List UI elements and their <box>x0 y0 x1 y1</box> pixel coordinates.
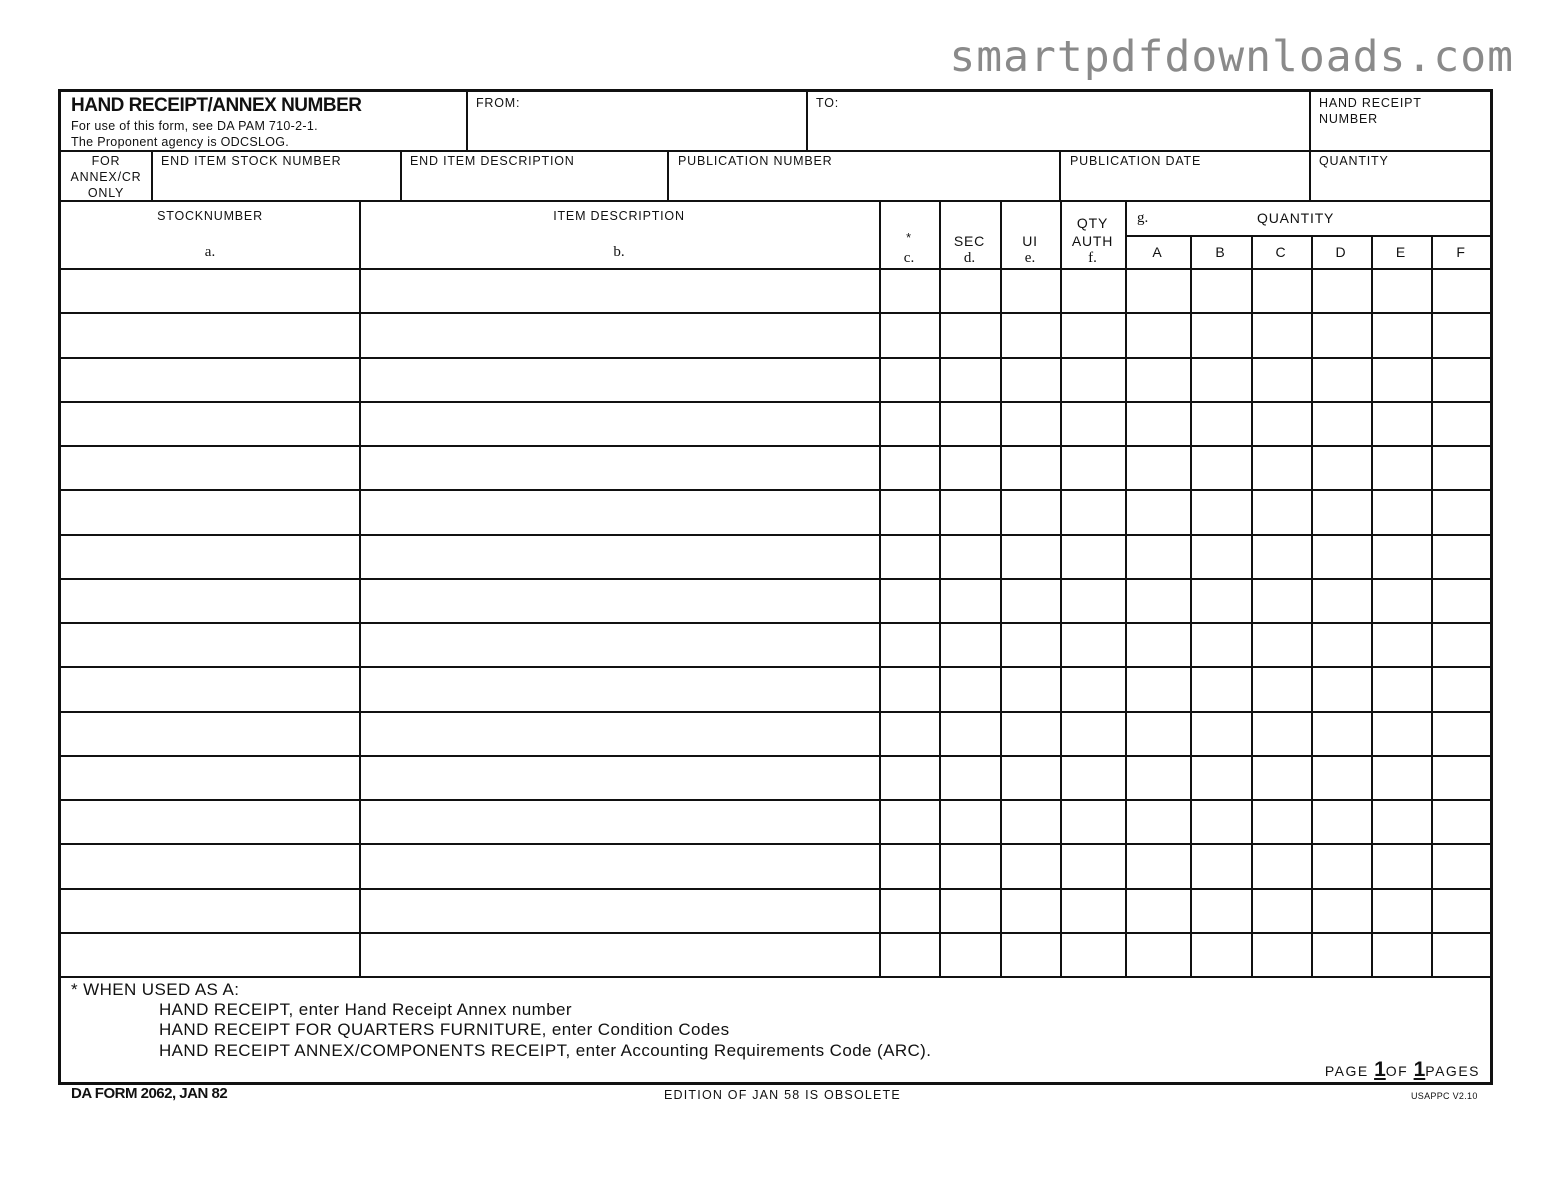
cell-qty-e[interactable] <box>1373 314 1430 355</box>
cell-qty-f[interactable] <box>1433 447 1490 488</box>
cell-qty-e[interactable] <box>1373 757 1430 798</box>
cell-qty-a[interactable] <box>1127 801 1189 842</box>
cell-qty-f[interactable] <box>1433 801 1490 842</box>
for-annex-label-line2: ANNEX/CR <box>70 170 142 184</box>
edition-note: EDITION OF JAN 58 IS OBSOLETE <box>664 1088 901 1102</box>
notes-annex-components: HAND RECEIPT ANNEX/COMPONENTS RECEIPT, enter Accounting Requirements Code (ARC). <box>159 1041 932 1060</box>
cell-item-description[interactable] <box>361 447 878 488</box>
cell-qty-e[interactable] <box>1373 845 1430 886</box>
cell-qty-d[interactable] <box>1313 491 1370 532</box>
cell-star[interactable] <box>881 403 938 444</box>
cell-item-description[interactable] <box>361 668 878 709</box>
cell-ui[interactable] <box>1002 403 1059 444</box>
cell-ui[interactable] <box>1002 491 1059 532</box>
end-item-description-field[interactable] <box>402 150 667 200</box>
col-item-description-letter: b. <box>613 244 625 260</box>
cell-stock-number[interactable] <box>63 801 358 842</box>
cell-qty-a[interactable] <box>1127 890 1189 931</box>
cell-qty-b[interactable] <box>1192 536 1250 577</box>
cell-sec[interactable] <box>941 713 999 754</box>
cell-qty-d[interactable] <box>1313 403 1370 444</box>
cell-qty-auth[interactable] <box>1062 668 1124 709</box>
cell-qty-auth[interactable] <box>1062 624 1124 665</box>
cell-stock-number[interactable] <box>63 934 358 975</box>
cell-ui[interactable] <box>1002 757 1059 798</box>
cell-star[interactable] <box>881 270 938 311</box>
cell-item-description[interactable] <box>361 890 878 931</box>
page-label: PAGE <box>1324 1063 1369 1079</box>
cell-qty-d[interactable] <box>1313 447 1370 488</box>
to-field[interactable] <box>808 92 1308 150</box>
publication-number-label: PUBLICATION NUMBER <box>678 154 833 168</box>
cell-qty-auth[interactable] <box>1062 845 1124 886</box>
quantity-label: QUANTITY <box>1319 154 1389 168</box>
cell-star[interactable] <box>881 801 938 842</box>
cell-qty-d[interactable] <box>1313 668 1370 709</box>
cell-qty-e[interactable] <box>1373 536 1430 577</box>
cell-stock-number[interactable] <box>63 624 358 665</box>
col-quantity-letter: g. <box>1137 210 1149 226</box>
cell-qty-a[interactable] <box>1127 359 1189 400</box>
cell-qty-c[interactable] <box>1253 447 1310 488</box>
cell-qty-b[interactable] <box>1192 359 1250 400</box>
cell-star[interactable] <box>881 491 938 532</box>
cell-ui[interactable] <box>1002 580 1059 621</box>
cell-star[interactable] <box>881 536 938 577</box>
cell-ui[interactable] <box>1002 536 1059 577</box>
col-stock-number-letter: a. <box>204 244 216 260</box>
cell-qty-f[interactable] <box>1433 757 1490 798</box>
cell-qty-e[interactable] <box>1373 491 1430 532</box>
cell-stock-number[interactable] <box>63 713 358 754</box>
cell-qty-f[interactable] <box>1433 845 1490 886</box>
cell-star[interactable] <box>881 359 938 400</box>
cell-qty-c[interactable] <box>1253 668 1310 709</box>
cell-star[interactable] <box>881 668 938 709</box>
cell-star[interactable] <box>881 580 938 621</box>
cell-ui[interactable] <box>1002 934 1059 975</box>
cell-star[interactable] <box>881 890 938 931</box>
cell-qty-d[interactable] <box>1313 890 1370 931</box>
cell-ui[interactable] <box>1002 801 1059 842</box>
cell-qty-f[interactable] <box>1433 359 1490 400</box>
cell-qty-b[interactable] <box>1192 845 1250 886</box>
col-quantity-c: C <box>1275 244 1287 260</box>
cell-qty-auth[interactable] <box>1062 314 1124 355</box>
cell-qty-c[interactable] <box>1253 314 1310 355</box>
col-ui-letter: e. <box>1024 250 1036 266</box>
from-label: FROM: <box>476 96 521 110</box>
end-item-stock-number-label: END ITEM STOCK NUMBER <box>161 154 342 168</box>
hand-receipt-number-field[interactable] <box>1311 92 1491 150</box>
publication-number-field[interactable] <box>669 150 1059 200</box>
cell-qty-e[interactable] <box>1373 934 1430 975</box>
cell-qty-auth[interactable] <box>1062 801 1124 842</box>
cell-ui[interactable] <box>1002 713 1059 754</box>
for-annex-label-line3: ONLY <box>87 186 125 200</box>
cell-qty-d[interactable] <box>1313 713 1370 754</box>
cell-star[interactable] <box>881 314 938 355</box>
cell-qty-b[interactable] <box>1192 403 1250 444</box>
watermark-text: smartpdfdownloads.com <box>949 32 1514 82</box>
cell-item-description[interactable] <box>361 713 878 754</box>
cell-star[interactable] <box>881 757 938 798</box>
cell-stock-number[interactable] <box>63 890 358 931</box>
cell-ui[interactable] <box>1002 668 1059 709</box>
cell-stock-number[interactable] <box>63 403 358 444</box>
page-number: 1 <box>1374 1058 1386 1081</box>
end-item-stock-number-field[interactable] <box>153 150 400 200</box>
cell-qty-b[interactable] <box>1192 934 1250 975</box>
cell-qty-b[interactable] <box>1192 757 1250 798</box>
cell-qty-f[interactable] <box>1433 934 1490 975</box>
cell-qty-e[interactable] <box>1373 801 1430 842</box>
hand-receipt-number-label-line1: HAND RECEIPT <box>1319 96 1422 110</box>
cell-qty-d[interactable] <box>1313 314 1370 355</box>
cell-qty-a[interactable] <box>1127 403 1189 444</box>
cell-qty-d[interactable] <box>1313 757 1370 798</box>
cell-qty-c[interactable] <box>1253 359 1310 400</box>
form-subtitle-proponent: The Proponent agency is ODCSLOG. <box>71 135 290 149</box>
cell-qty-c[interactable] <box>1253 491 1310 532</box>
cell-star[interactable] <box>881 447 938 488</box>
col-sec-header: SEC <box>953 233 986 249</box>
cell-ui[interactable] <box>1002 314 1059 355</box>
hand-receipt-number-label-line2: NUMBER <box>1319 112 1378 126</box>
col-qty-auth-letter: f. <box>1088 250 1097 266</box>
cell-sec[interactable] <box>941 314 999 355</box>
cell-qty-c[interactable] <box>1253 580 1310 621</box>
cell-qty-a[interactable] <box>1127 934 1189 975</box>
cell-qty-e[interactable] <box>1373 580 1430 621</box>
cell-qty-b[interactable] <box>1192 668 1250 709</box>
cell-stock-number[interactable] <box>63 491 358 532</box>
cell-item-description[interactable] <box>361 536 878 577</box>
cell-qty-e[interactable] <box>1373 890 1430 931</box>
cell-stock-number[interactable] <box>63 270 358 311</box>
cell-qty-b[interactable] <box>1192 580 1250 621</box>
cell-sec[interactable] <box>941 801 999 842</box>
col-quantity-f: F <box>1456 244 1466 260</box>
notes-hand-receipt: HAND RECEIPT, enter Hand Receipt Annex number <box>159 1000 572 1019</box>
cell-qty-auth[interactable] <box>1062 934 1124 975</box>
cell-qty-f[interactable] <box>1433 713 1490 754</box>
cell-stock-number[interactable] <box>63 536 358 577</box>
cell-star[interactable] <box>881 624 938 665</box>
cell-qty-c[interactable] <box>1253 845 1310 886</box>
form-id: DA FORM 2062, JAN 82 <box>71 1085 228 1102</box>
cell-qty-b[interactable] <box>1192 491 1250 532</box>
cell-qty-a[interactable] <box>1127 624 1189 665</box>
cell-item-description[interactable] <box>361 624 878 665</box>
cell-qty-auth[interactable] <box>1062 447 1124 488</box>
cell-qty-d[interactable] <box>1313 270 1370 311</box>
total-pages: 1 <box>1413 1058 1426 1081</box>
col-item-description-header: ITEM DESCRIPTION <box>553 209 685 223</box>
cell-ui[interactable] <box>1002 447 1059 488</box>
cell-item-description[interactable] <box>361 934 878 975</box>
col-quantity-a: A <box>1152 244 1163 260</box>
cell-qty-d[interactable] <box>1313 536 1370 577</box>
of-label: OF <box>1385 1063 1409 1079</box>
cell-qty-c[interactable] <box>1253 801 1310 842</box>
cell-stock-number[interactable] <box>63 757 358 798</box>
cell-qty-d[interactable] <box>1313 801 1370 842</box>
col-quantity-d: D <box>1335 244 1347 260</box>
cell-qty-b[interactable] <box>1192 314 1250 355</box>
cell-qty-c[interactable] <box>1253 934 1310 975</box>
cell-qty-e[interactable] <box>1373 270 1430 311</box>
cell-sec[interactable] <box>941 934 999 975</box>
cell-qty-d[interactable] <box>1313 359 1370 400</box>
cell-sec[interactable] <box>941 890 999 931</box>
cell-qty-auth[interactable] <box>1062 536 1124 577</box>
publication-date-field[interactable] <box>1061 150 1309 200</box>
cell-ui[interactable] <box>1002 359 1059 400</box>
cell-item-description[interactable] <box>361 845 878 886</box>
cell-item-description[interactable] <box>361 403 878 444</box>
cell-qty-d[interactable] <box>1313 934 1370 975</box>
cell-qty-b[interactable] <box>1192 447 1250 488</box>
col-star-letter: c. <box>903 250 915 266</box>
cell-qty-c[interactable] <box>1253 270 1310 311</box>
publication-date-label: PUBLICATION DATE <box>1070 154 1202 168</box>
cell-qty-f[interactable] <box>1433 624 1490 665</box>
quantity-field[interactable] <box>1311 150 1491 200</box>
notes-heading: * WHEN USED AS A: <box>71 980 240 999</box>
cell-sec[interactable] <box>941 668 999 709</box>
cell-qty-auth[interactable] <box>1062 890 1124 931</box>
cell-qty-c[interactable] <box>1253 713 1310 754</box>
cell-qty-a[interactable] <box>1127 491 1189 532</box>
cell-stock-number[interactable] <box>63 668 358 709</box>
cell-qty-auth[interactable] <box>1062 403 1124 444</box>
cell-stock-number[interactable] <box>63 359 358 400</box>
col-quantity-b: B <box>1215 244 1226 260</box>
for-annex-label-line1: FOR <box>91 154 121 168</box>
cell-sec[interactable] <box>941 580 999 621</box>
cell-item-description[interactable] <box>361 359 878 400</box>
cell-qty-auth[interactable] <box>1062 757 1124 798</box>
cell-qty-auth[interactable] <box>1062 491 1124 532</box>
cell-qty-a[interactable] <box>1127 845 1189 886</box>
cell-sec[interactable] <box>941 536 999 577</box>
cell-stock-number[interactable] <box>63 845 358 886</box>
col-quantity-header: QUANTITY <box>1257 210 1335 226</box>
cell-qty-e[interactable] <box>1373 624 1430 665</box>
cell-qty-b[interactable] <box>1192 890 1250 931</box>
cell-qty-e[interactable] <box>1373 447 1430 488</box>
cell-sec[interactable] <box>941 624 999 665</box>
end-item-description-label: END ITEM DESCRIPTION <box>410 154 575 168</box>
cell-qty-e[interactable] <box>1373 668 1430 709</box>
cell-qty-b[interactable] <box>1192 270 1250 311</box>
cell-qty-e[interactable] <box>1373 359 1430 400</box>
from-field[interactable] <box>468 92 806 150</box>
cell-qty-a[interactable] <box>1127 536 1189 577</box>
page-counter <box>1325 1058 1480 1082</box>
col-quantity-e: E <box>1395 244 1407 260</box>
cell-item-description[interactable] <box>361 314 878 355</box>
cell-qty-a[interactable] <box>1127 314 1189 355</box>
cell-qty-f[interactable] <box>1433 668 1490 709</box>
cell-qty-f[interactable] <box>1433 403 1490 444</box>
pages-label: PAGES <box>1425 1063 1480 1079</box>
cell-qty-b[interactable] <box>1192 624 1250 665</box>
cell-item-description[interactable] <box>361 580 878 621</box>
cell-item-description[interactable] <box>361 270 878 311</box>
cell-qty-a[interactable] <box>1127 713 1189 754</box>
cell-sec[interactable] <box>941 447 999 488</box>
cell-item-description[interactable] <box>361 491 878 532</box>
cell-ui[interactable] <box>1002 624 1059 665</box>
cell-qty-a[interactable] <box>1127 270 1189 311</box>
cell-qty-auth[interactable] <box>1062 713 1124 754</box>
cell-qty-f[interactable] <box>1433 580 1490 621</box>
cell-stock-number[interactable] <box>63 447 358 488</box>
col-stock-number-header: STOCKNUMBER <box>157 209 263 223</box>
cell-qty-c[interactable] <box>1253 624 1310 665</box>
form-subtitle-usage: For use of this form, see DA PAM 710-2-1. <box>71 119 318 133</box>
cell-qty-f[interactable] <box>1433 270 1490 311</box>
cell-qty-auth[interactable] <box>1062 359 1124 400</box>
cell-qty-d[interactable] <box>1313 845 1370 886</box>
cell-qty-a[interactable] <box>1127 668 1189 709</box>
cell-item-description[interactable] <box>361 801 878 842</box>
cell-sec[interactable] <box>941 359 999 400</box>
cell-star[interactable] <box>881 845 938 886</box>
form-title: HAND RECEIPT/ANNEX NUMBER <box>71 95 362 116</box>
cell-sec[interactable] <box>941 270 999 311</box>
col-ui-header: UI <box>1022 233 1038 249</box>
cell-star[interactable] <box>881 713 938 754</box>
to-label: TO: <box>816 96 840 110</box>
form-version: USAPPC V2.10 <box>1411 1091 1478 1101</box>
cell-stock-number[interactable] <box>63 580 358 621</box>
cell-qty-b[interactable] <box>1192 713 1250 754</box>
cell-stock-number[interactable] <box>63 314 358 355</box>
cell-qty-a[interactable] <box>1127 447 1189 488</box>
notes-quarters-furniture: HAND RECEIPT FOR QUARTERS FURNITURE, enter Condition Codes <box>159 1020 730 1039</box>
cell-qty-f[interactable] <box>1433 314 1490 355</box>
cell-qty-e[interactable] <box>1373 713 1430 754</box>
cell-qty-auth[interactable] <box>1062 270 1124 311</box>
col-qty-auth-header-line1: QTY <box>1076 215 1109 231</box>
cell-item-description[interactable] <box>361 757 878 798</box>
cell-ui[interactable] <box>1002 890 1059 931</box>
cell-qty-a[interactable] <box>1127 757 1189 798</box>
cell-qty-d[interactable] <box>1313 580 1370 621</box>
cell-qty-d[interactable] <box>1313 624 1370 665</box>
cell-star[interactable] <box>881 934 938 975</box>
cell-qty-c[interactable] <box>1253 890 1310 931</box>
cell-sec[interactable] <box>941 491 999 532</box>
col-sec-letter: d. <box>963 250 976 266</box>
col-star-header: * <box>906 231 912 245</box>
cell-ui[interactable] <box>1002 845 1059 886</box>
cell-qty-auth[interactable] <box>1062 580 1124 621</box>
cell-sec[interactable] <box>941 403 999 444</box>
cell-qty-a[interactable] <box>1127 580 1189 621</box>
cell-qty-f[interactable] <box>1433 890 1490 931</box>
hand-receipt-form <box>58 89 1493 1085</box>
cell-qty-b[interactable] <box>1192 801 1250 842</box>
col-qty-auth-header-line2: AUTH <box>1071 233 1114 249</box>
cell-qty-c[interactable] <box>1253 757 1310 798</box>
cell-qty-f[interactable] <box>1433 491 1490 532</box>
cell-qty-c[interactable] <box>1253 536 1310 577</box>
cell-sec[interactable] <box>941 757 999 798</box>
cell-sec[interactable] <box>941 845 999 886</box>
cell-qty-f[interactable] <box>1433 536 1490 577</box>
cell-qty-e[interactable] <box>1373 403 1430 444</box>
cell-qty-c[interactable] <box>1253 403 1310 444</box>
cell-ui[interactable] <box>1002 270 1059 311</box>
